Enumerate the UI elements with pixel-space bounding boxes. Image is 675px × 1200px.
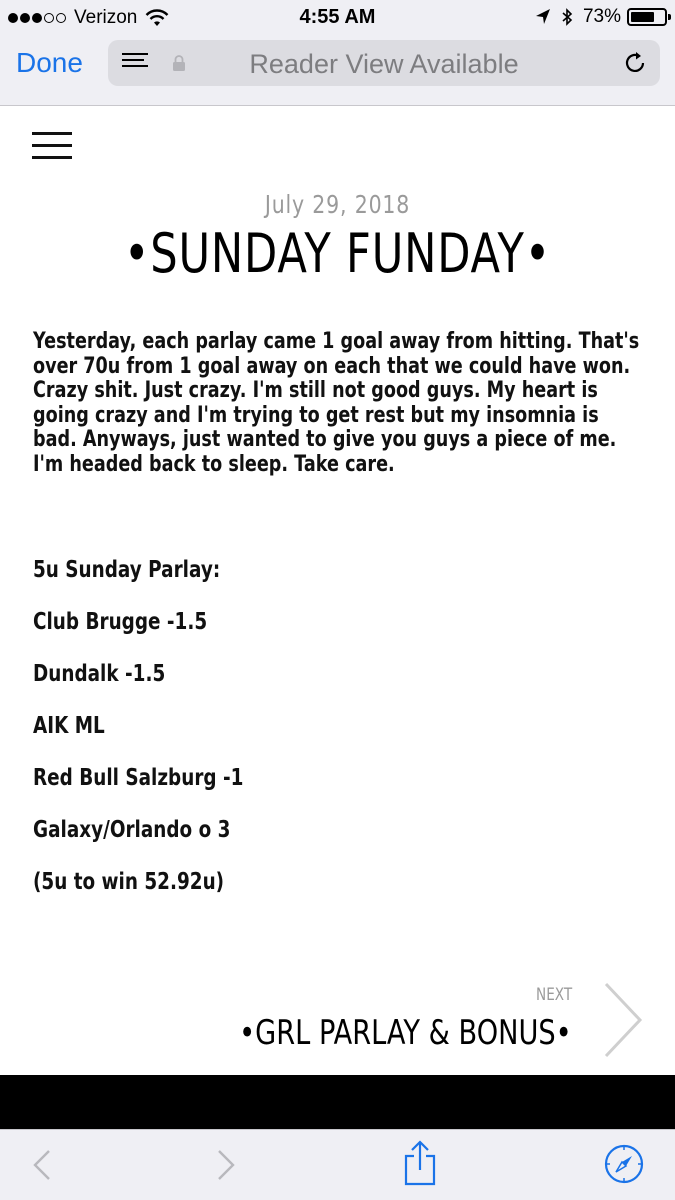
status-right [535,6,667,28]
parlay-line: (5u to win 52.92u) [33,869,225,895]
address-text: Reader View Available [249,49,519,79]
status-bar [0,0,675,36]
article-paragraph: Yesterday, each parlay came 1 goal away from hitting. That's over 70u from 1 goal away on each that we could have won. Crazy shit. Just crazy. I'm still not good guys. My heart is going crazy and I'm trying to get rest but my insomnia is bad. Anyways, just wanted to give you guys a piece of me. I'm headed back to sleep. Take care. [33,329,640,477]
safari-compass-icon[interactable] [604,1144,644,1184]
article-title: •SUNDAY FUNDAY• [123,222,552,285]
reload-icon[interactable] [622,50,648,76]
bottom-toolbar [0,1129,675,1200]
page-footer-band [0,1075,675,1129]
next-label: NEXT [535,985,572,1005]
back-arrow-icon[interactable] [30,1148,54,1182]
status-time: 4:55 AM [299,6,376,28]
battery-fill [631,12,654,22]
parlay-line: Red Bull Salzburg -1 [33,765,244,791]
location-arrow-icon [535,8,551,26]
carrier-name: Verizon [74,7,138,28]
parlay-line: Dundalk -1.5 [33,661,166,687]
article-body [33,330,643,477]
chevron-right-icon[interactable] [600,980,646,1060]
bluetooth-icon [559,8,575,26]
browser-toolbar [0,36,675,106]
battery-icon [627,8,667,26]
battery-tip [668,14,671,20]
battery-percent: 73% [582,6,621,27]
next-post-link[interactable]: •GRL PARLAY & BONUS• [239,1013,572,1053]
parlay-line: 5u Sunday Parlay: [33,557,221,583]
hamburger-menu-icon[interactable] [32,132,72,160]
address-bar[interactable] [108,40,660,86]
parlay-line: Club Brugge -1.5 [33,609,208,635]
forward-arrow-icon[interactable] [214,1148,238,1182]
parlay-line: AIK ML [33,713,105,739]
parlay-line: Galaxy/Orlando o 3 [33,817,231,843]
article-date: July 29, 2018 [264,190,411,219]
done-button[interactable]: Done [16,47,83,78]
share-icon[interactable] [402,1140,438,1186]
